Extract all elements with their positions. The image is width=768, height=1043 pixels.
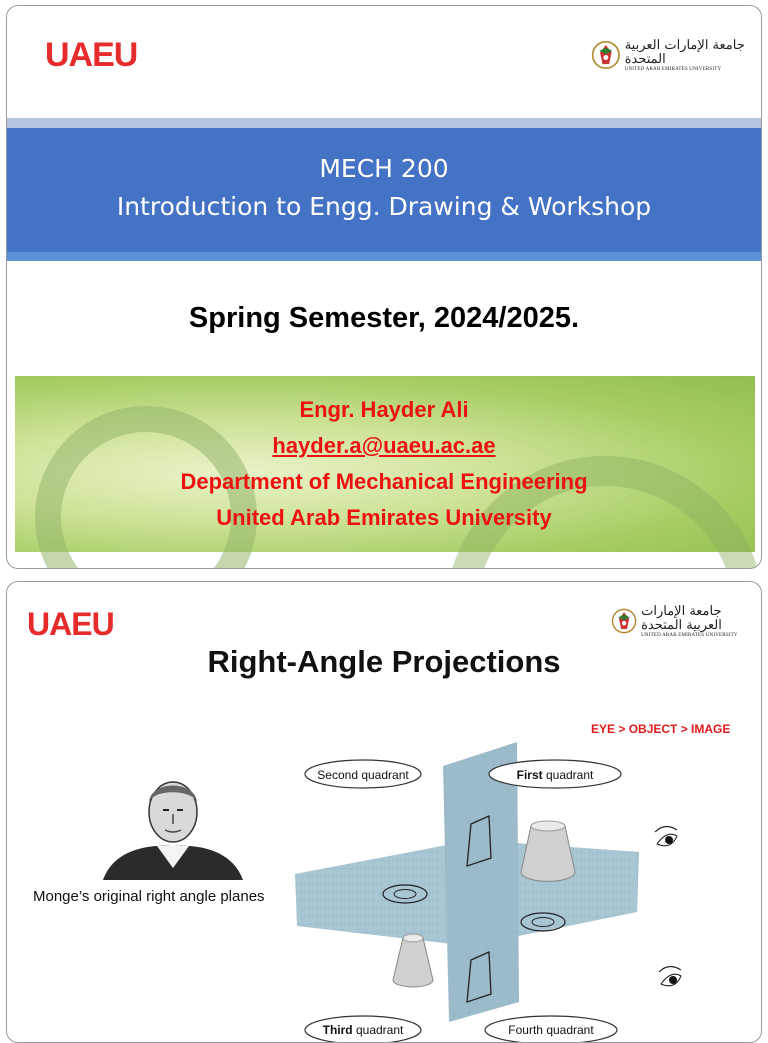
eye-object-image-label: EYE > OBJECT > IMAGE [591, 722, 731, 736]
instructor-name: Engr. Hayder Ali [299, 397, 469, 422]
instructor-info [7, 392, 761, 536]
monge-portrait [93, 772, 253, 880]
university-name: United Arab Emirates University [216, 505, 552, 530]
emblem-english-text: UNITED ARAB EMIRATES UNIVERSITY [641, 632, 738, 638]
cone-first-quadrant [521, 826, 575, 881]
cone-third-quadrant [393, 938, 433, 987]
eye-icon [659, 966, 681, 985]
fourth-quadrant-label: Fourth quadrant [508, 1023, 594, 1037]
emblem-arabic-text: جامعة الإمارات العربية المتحدة [641, 603, 722, 633]
emblem-arabic-text: جامعة الإمارات العربية المتحدة [624, 37, 745, 67]
emblem-english-text: UNITED ARAB EMIRATES UNIVERSITY [624, 66, 722, 72]
university-emblem [611, 602, 761, 640]
department-name: Department of Mechanical Engineering [180, 469, 588, 494]
first-quadrant-bold: First [516, 768, 543, 782]
course-title-band [7, 128, 761, 252]
third-quadrant-rest: quadrant [352, 1023, 404, 1037]
instructor-email-link[interactable]: hayder.a@uaeu.ac.ae [272, 433, 496, 458]
semester-text: Spring Semester, 2024/2025. [188, 302, 580, 334]
portrait-caption: Monge’s original right angle planes [33, 888, 265, 905]
third-quadrant-label [323, 1023, 404, 1037]
course-title: Introduction to Engg. Drawing & Workshop [116, 192, 652, 221]
falcon-emblem-icon [591, 36, 621, 74]
first-quadrant-rest: quadrant [542, 768, 594, 782]
falcon-emblem-icon [611, 602, 637, 640]
slide-title: Right-Angle Projections [207, 644, 561, 679]
eye-icon [655, 826, 677, 845]
title-band-top [7, 118, 761, 128]
university-emblem [591, 36, 761, 74]
first-quadrant-label [517, 768, 594, 782]
uaeu-logo: UAEU [27, 606, 114, 642]
quadrant-diagram [293, 732, 753, 1042]
title-slide [6, 5, 762, 569]
third-quadrant-bold: Third [322, 1023, 353, 1037]
course-code: MECH 200 [319, 154, 449, 183]
uaeu-logo: UAEU [45, 36, 138, 74]
second-quadrant-label: Second quadrant [317, 768, 409, 782]
title-band-bottom [7, 252, 761, 261]
projections-slide [6, 581, 762, 1043]
